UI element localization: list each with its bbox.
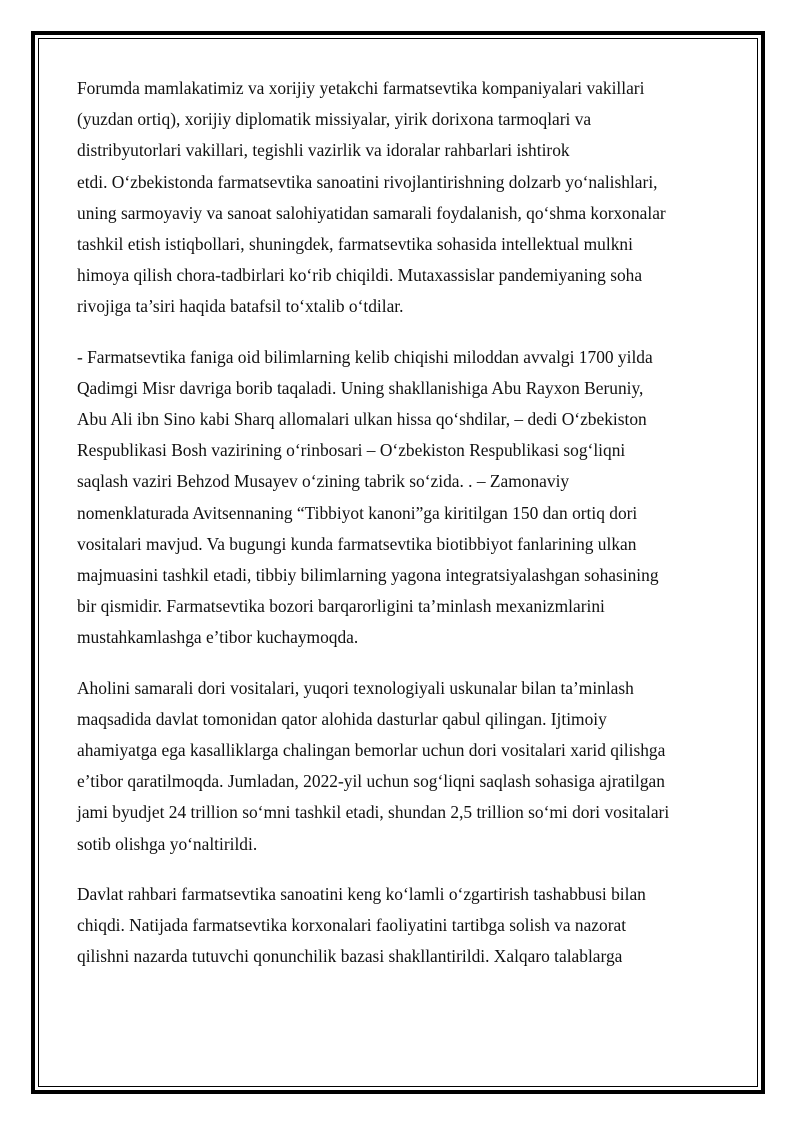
text-line: etdi. O‘zbekistonda farmatsevtika sanoatini rivojlantirishning dolzarb yo‘nalishlari,: [77, 171, 658, 192]
text-line: - Farmatsevtika faniga oid bilimlarning kelib chiqishi miloddan avvalgi 1700 yilda: [77, 346, 653, 367]
paragraph-2: [77, 342, 732, 654]
text-line: vositalari mavjud. Va bugungi kunda farmatsevtika biotibbiyot fanlarining ulkan: [77, 533, 637, 554]
text-line: rivojiga ta’siri haqida batafsil to‘xtalib o‘tdilar.: [77, 296, 404, 317]
text-line: qilishni nazarda tutuvchi qonunchilik bazasi shakllantirildi. Xalqaro talablarga: [77, 946, 623, 967]
text-line: mustahkamlashga e’tibor kuchaymoqda.: [77, 627, 359, 648]
text-line: Respublikasi Bosh vazirining o‘rinbosari – O‘zbekiston Respublikasi sog‘liqni: [77, 440, 626, 461]
text-line: Aholini samarali dori vositalari, yuqori texnologiyali uskunalar bilan ta’minlash: [77, 677, 634, 698]
text-line: tashkil etish istiqbollari, shuningdek, farmatsevtika sohasida intellektual mulkni: [77, 234, 633, 255]
text-line: sotib olishga yo‘naltirildi.: [77, 833, 258, 854]
text-line: e’tibor qaratilmoqda. Jumladan, 2022-yil uchun sog‘liqni saqlash sohasiga ajratilgan: [77, 771, 665, 792]
text-line: Davlat rahbari farmatsevtika sanoatini keng ko‘lamli o‘zgartirish tashabbusi bilan: [77, 883, 646, 904]
text-line: majmuasini tashkil etadi, tibbiy bilimlarning yagona integratsiyalashgan sohasining: [77, 565, 659, 586]
text-line: bir qismidir. Farmatsevtika bozori barqarorligini ta’minlash mexanizmlarini: [77, 596, 605, 617]
paragraph-1: [77, 73, 732, 323]
text-line: uning sarmoyaviy va sanoat salohiyatidan samarali foydalanish, qo‘shma korxonalar: [77, 202, 666, 223]
text-line: maqsadida davlat tomonidan qator alohida dasturlar qabul qilingan. Ijtimoiy: [77, 708, 607, 729]
document-body: [77, 73, 732, 991]
text-line: Qadimgi Misr davriga borib taqaladi. Uning shakllanishiga Abu Rayxon Beruniy,: [77, 377, 644, 398]
text-line: nomenklaturada Avitsennaning “Tibbiyot kanoni”ga kiritilgan 150 dan ortiq dori: [77, 502, 638, 523]
paragraph-3: [77, 673, 732, 860]
text-line: (yuzdan ortiq), xorijiy diplomatik missiyalar, yirik dorixona tarmoqlari va: [77, 109, 592, 130]
paragraph-4: [77, 879, 732, 973]
text-line: ahamiyatga ega kasalliklarga chalingan bemorlar uchun dori vositalari xarid qilishga: [77, 740, 666, 761]
text-line: Abu Ali ibn Sino kabi Sharq allomalari ulkan hissa qo‘shdilar, – dedi O‘zbekiston: [77, 409, 647, 430]
text-line: distribyutorlari vakillari, tegishli vazirlik va idoralar rahbarlari ishtirok: [77, 140, 570, 161]
text-line: himoya qilish chora-tadbirlari ko‘rib chiqildi. Mutaxassislar pandemiyaning soha: [77, 265, 643, 286]
text-line: Forumda mamlakatimiz va xorijiy yetakchi farmatsevtika kompaniyalari vakillari: [77, 78, 645, 98]
text-line: saqlash vaziri Behzod Musayev o‘zining tabrik so‘zida. . – Zamonaviy: [77, 471, 570, 492]
text-line: chiqdi. Natijada farmatsevtika korxonalari faoliyatini tartibga solish va nazorat: [77, 915, 627, 936]
text-line: jami byudjet 24 trillion so‘mni tashkil etadi, shundan 2,5 trillion so‘mi dori vositalari: [77, 802, 670, 823]
